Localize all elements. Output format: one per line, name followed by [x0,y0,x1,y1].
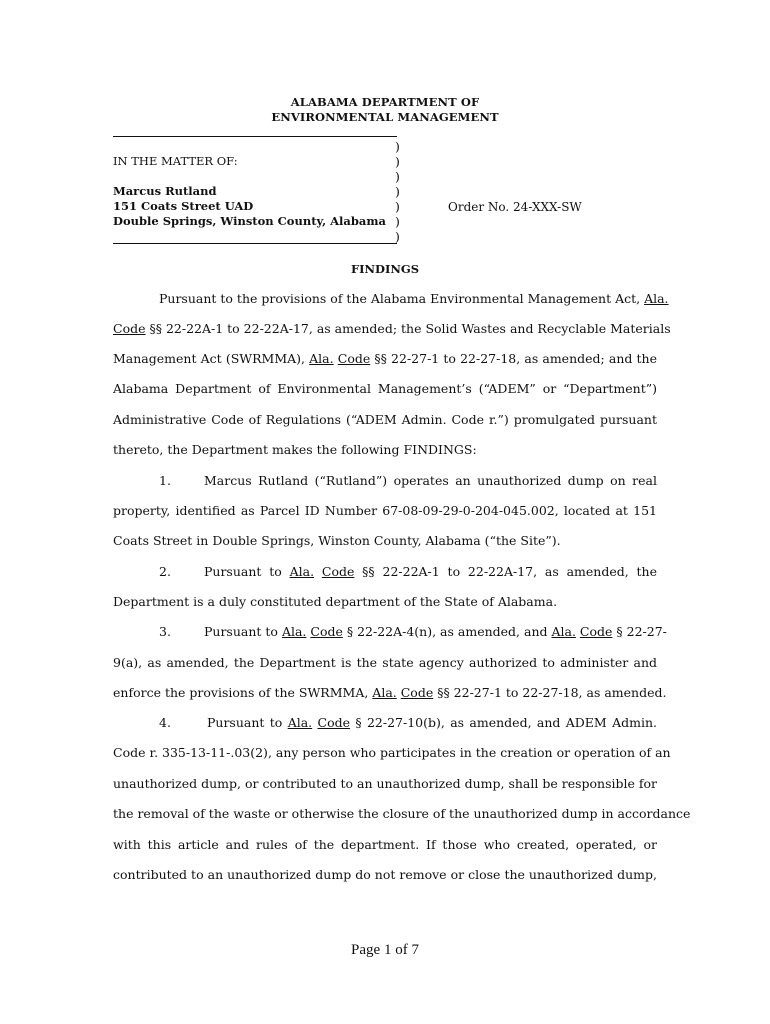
caption-paren: ) [395,184,400,199]
intro-line-6: thereto, the Department makes the following FINDINGS: [113,442,477,457]
caption-paren: ) [395,169,400,184]
intro-line-1: Pursuant to the provisions of the Alabama Environmental Management Act, Ala. [159,291,669,306]
caption-paren: ) [395,214,400,229]
caption-paren: ) [395,229,400,244]
intro-line-4: Alabama Department of Environmental Management’s (“ADEM” or “Department”) [113,381,657,396]
paragraph-number: 3. [159,624,171,639]
order-number: Order No. 24-XXX-SW [448,200,582,214]
paragraph-number: 4. [159,715,171,730]
p4-line-1: Pursuant to Ala. Code § 22-27-10(b), as amended, and ADEM Admin. [207,715,657,730]
intro-line-3: Management Act (SWRMMA), Ala. Code §§ 22-27-1 to 22-27-18, as amended; and the [113,351,657,366]
paragraph-number: 1. [159,473,171,488]
p4-line-4: the removal of the waste or otherwise the closure of the unauthorized dump in accordance [113,806,691,821]
caption-paren: ) [395,199,400,214]
respondent-address-line2: Double Springs, Winston County, Alabama [113,214,386,228]
p1-line-1: Marcus Rutland (“Rutland”) operates an unauthorized dump on real [204,473,657,488]
caption-paren: ) [395,154,400,169]
paragraph-number: 2. [159,564,171,579]
respondent-address-line1: 151 Coats Street UAD [113,199,254,213]
agency-title-line1: ALABAMA DEPARTMENT OF [290,95,480,109]
page-number: Page 1 of 7 [351,942,419,958]
p3-line-1: Pursuant to Ala. Code § 22-22A-4(n), as amended, and Ala. Code § 22-27- [204,624,667,639]
caption-top-rule [113,136,397,137]
p3-line-3: enforce the provisions of the SWRMMA, Ala. Code §§ 22-27-1 to 22-27-18, as amended. [113,685,667,700]
p4-line-6: contributed to an unauthorized dump do not remove or close the unauthorized dump, [113,867,657,882]
caption-bottom-rule [113,243,397,244]
agency-title-line2: ENVIRONMENTAL MANAGEMENT [271,110,499,124]
caption-paren: ) [395,139,400,154]
p4-line-3: unauthorized dump, or contributed to an unauthorized dump, shall be responsible for [113,776,658,791]
respondent-name: Marcus Rutland [113,184,217,198]
intro-line-5: Administrative Code of Regulations (“ADEM Admin. Code r.”) promulgated pursuant [113,412,657,427]
intro-line-2: Code §§ 22-22A-1 to 22-22A-17, as amended; the Solid Wastes and Recyclable Materials [113,321,671,336]
p4-line-2: Code r. 335-13-11-.03(2), any person who participates in the creation or operation of an [113,745,671,760]
findings-heading: FINDINGS [350,262,420,276]
p1-line-3: Coats Street in Double Springs, Winston County, Alabama (“the Site”). [113,533,561,548]
p2-line-2: Department is a duly constituted department of the State of Alabama. [113,594,558,609]
p4-line-5: with this article and rules of the department. If those who created, operated, or [113,837,657,852]
p2-line-1: Pursuant to Ala. Code §§ 22-22A-1 to 22-22A-17, as amended, the [204,564,657,579]
p1-line-2: property, identified as Parcel ID Number 67-08-09-29-0-204-045.002, located at 151 [113,503,657,518]
p3-line-2: 9(a), as amended, the Department is the state agency authorized to administer and [113,655,657,670]
matter-label: IN THE MATTER OF: [113,154,238,168]
